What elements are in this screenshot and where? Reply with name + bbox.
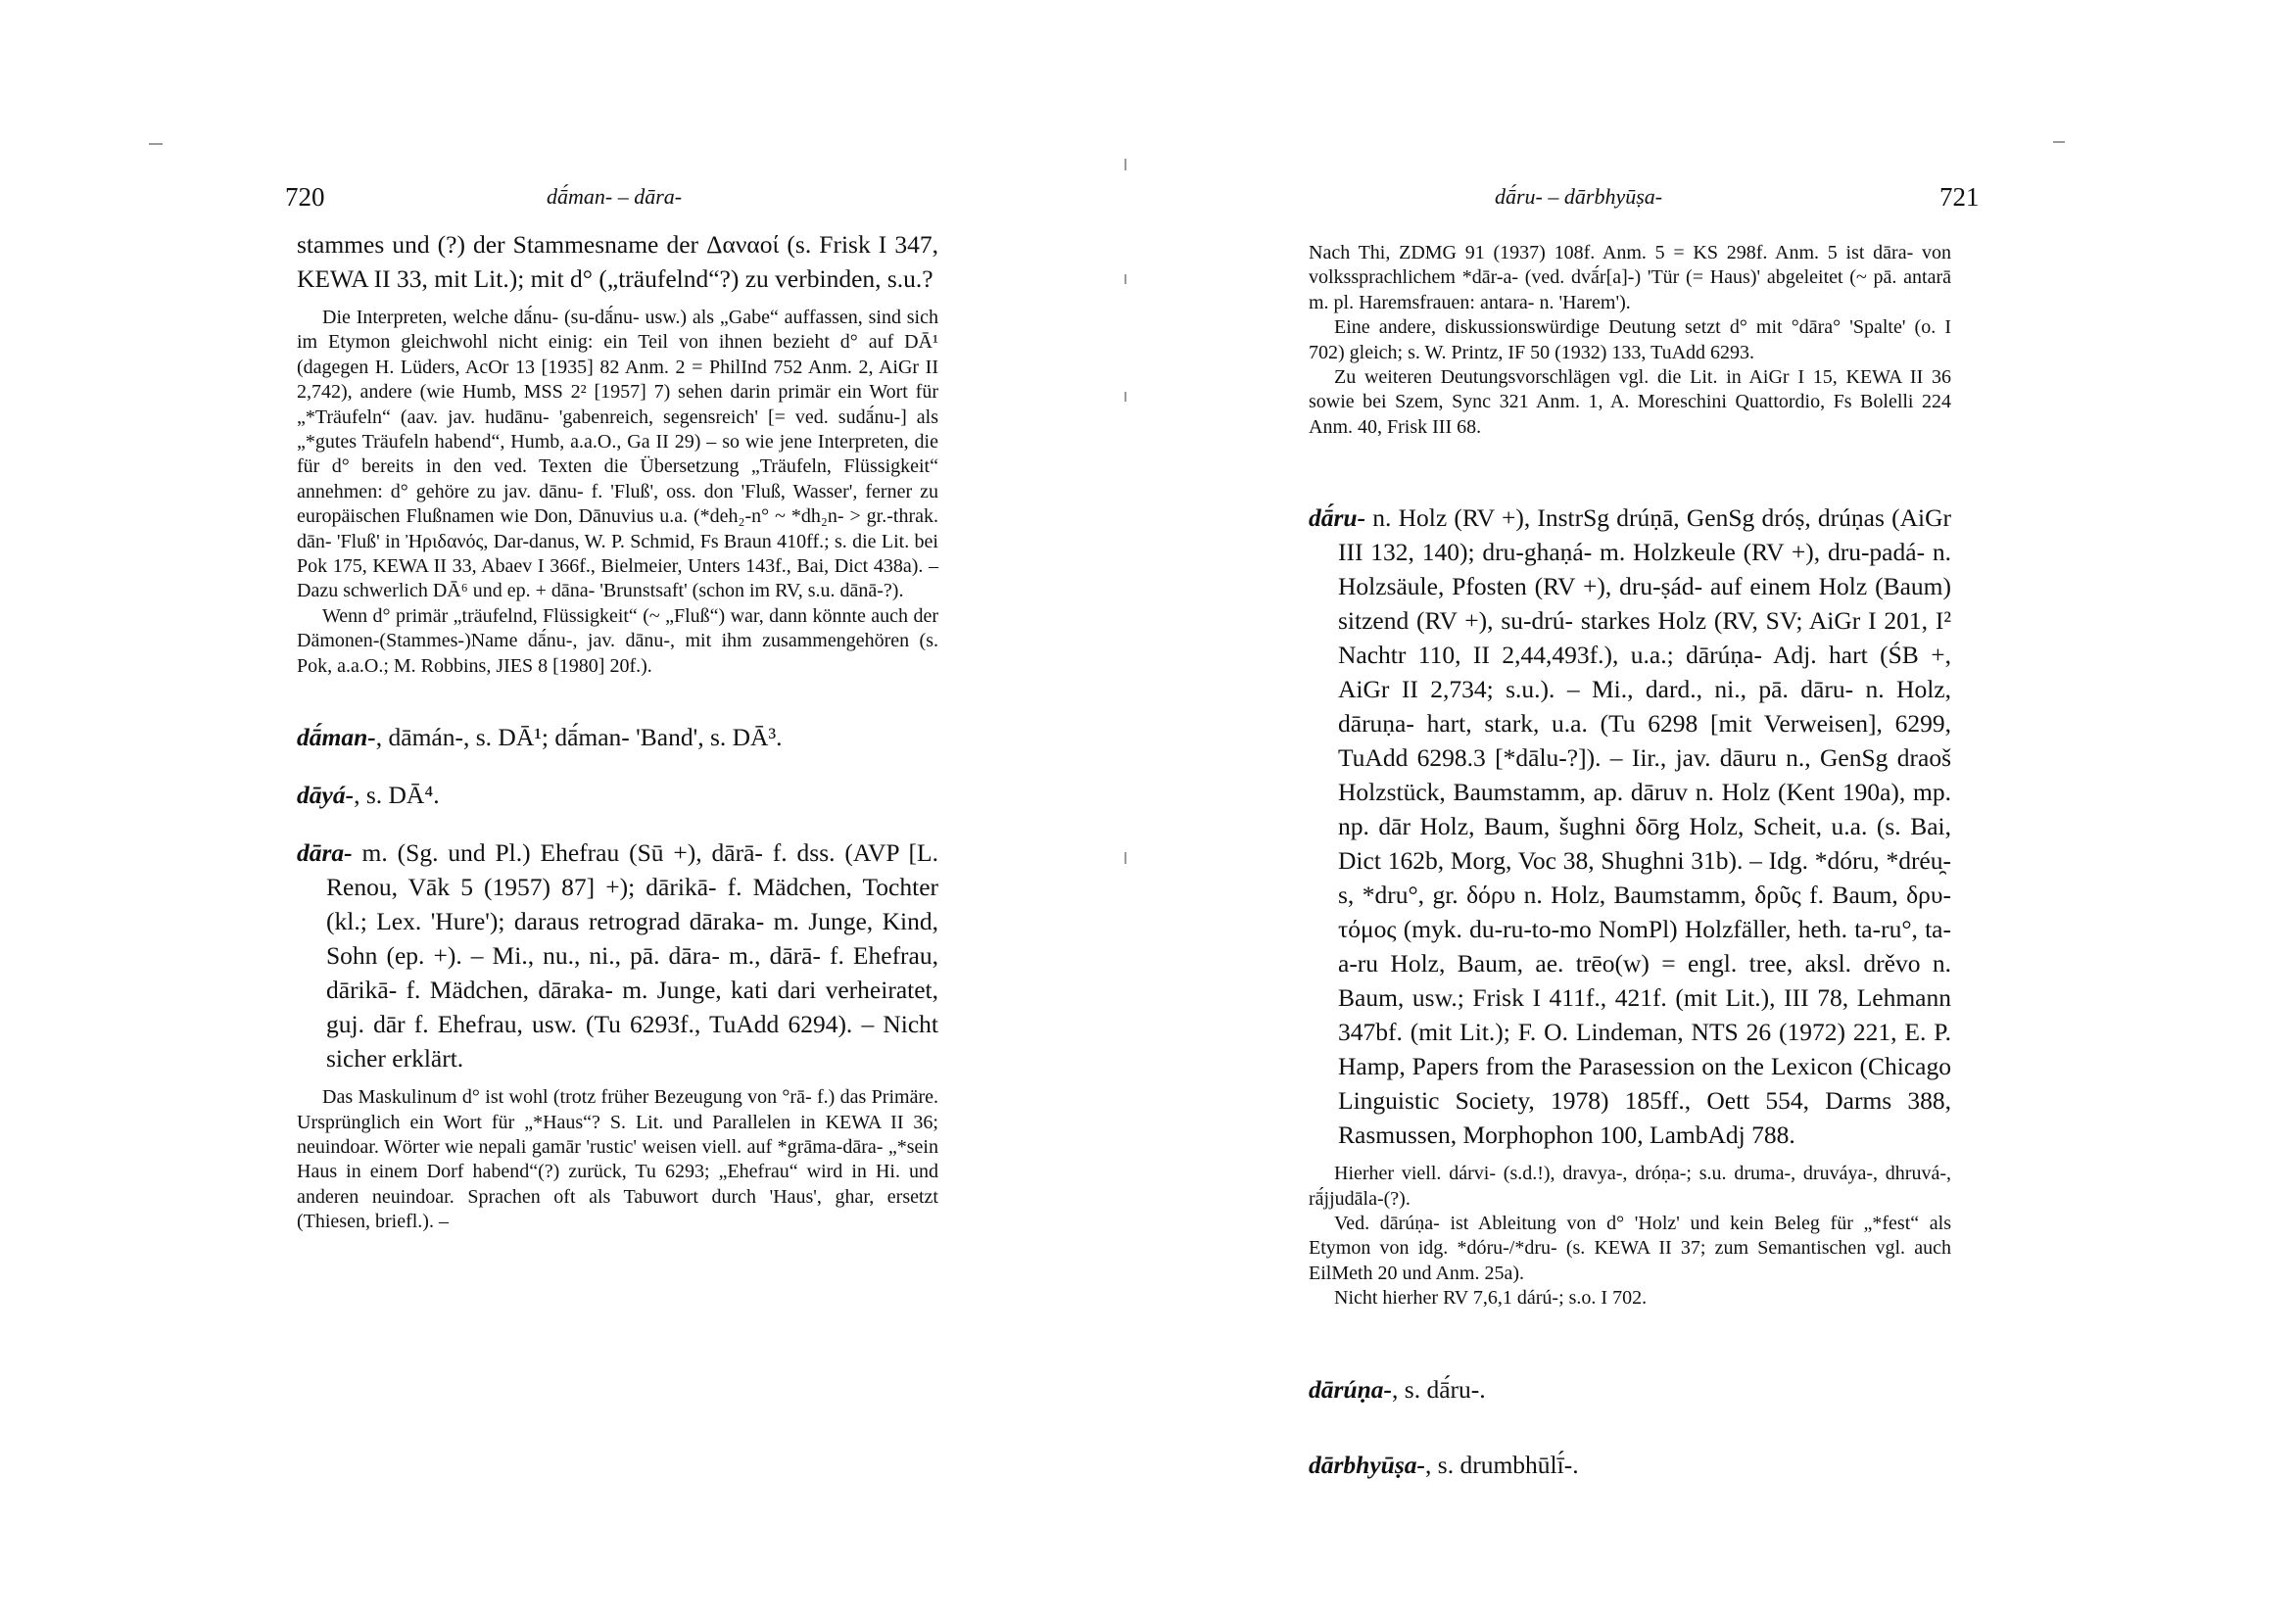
- text-column: [297, 227, 938, 1235]
- note-paragraph: Nicht hierher RV 7,6,1 dárú-; s.o. I 702.: [1334, 1287, 1648, 1310]
- entry-headword: dā́ru-: [1309, 503, 1366, 533]
- entry-headword: dārbhyūṣa-: [1309, 1450, 1426, 1479]
- note-paragraph: Die Interpreten, welche dā́nu- (su-dā́nu- usw.) als „Gabe“ auffassen, sind sich im Etymon gleichwohl nicht einig: ein Teil von ihnen bezieht d° auf DĀ¹ (dagegen H. Lüders, AcOr 13 [1935] 82 Anm. 2 = PhilInd 752 Anm. 2, AiGr II 2,742), andere (wie Humb, MSS 2² [1957] 7) sehen darin primär ein Wort für „*Träufeln“ (aav. jav. hudānu- 'gabenreich, segensreich' [= ved. sudā́nu-] als „*gutes Träufeln habend“, Humb, a.a.O., Ga II 29) – so wie jene Interpreten, die für d° bereits in den ved. Texten die Übersetzung „Träufeln, Flüssigkeit“ annehmen: d° gehöre zu jav. dānu- f. 'Fluß', oss. don 'Fluß, Wasser', ferner zu europäischen Flußnamen wie Don, Dānuvius u.a. (*deh₂-n° ~ *dh₂n- > gr.-thrak. dān- 'Fluß' in Ἠριδανός, Dar-danus, W. P. Schmid, Fs Braun 410ff.; s. die Lit. bei Pok 175, KEWA II 33, Abaev I 366f., Bielmeier, Unters 143f., Bai, Dict 438a). – Dazu schwerlich DĀ⁶ und ep. + dāna- 'Brunstsaft' (schon im RV, s.u. dānā-?).: [297, 307, 938, 602]
- continuation-paragraph: stammes und (?) der Stammesname der Δαναοί (s. Frisk I 347, KEWA II 33, mit Lit.); mit d° („träufelnd“?) zu verbinden, s.u.?: [297, 230, 938, 293]
- dictionary-entry: [297, 835, 938, 1075]
- entry-body: n. Holz (RV +), InstrSg drúṇā, GenSg dróṣ, drúṇas (AiGr III 132, 140); dru-ghaṇá- m. Holzkeule (RV +), dru-padá- n. Holzsäule, Pfosten (RV +), dru-ṣád- auf einem Holz (Baum) sitzend (RV +), su-drú- starkes Holz (RV, SV; AiGr I 201, I² Nachtr 110, II 2,44,493f.), u.a.; dārúṇa- Adj. hart (ŚB +, AiGr II 2,734; s.u.). – Mi., dard., ni., pā. dāru- n. Holz, dāruṇa- hart, stark, u.a. (Tu 6298 [mit Verweisen], 6299, TuAdd 6298.3 [*dālu-?]). – Iir., jav. dāuru n., GenSg draoš Holzstück, Baumstamm, ap. dāruv n. Holz (Kent 190a), mp. np. dār Holz, Baum, šughni δōrg Holz, Scheit, u.a. (s. Bai, Dict 162b, Morg, Voc 38, Shughni 31b). – Idg. *dóru, *dréu̯-s, *dru°, gr. δόρυ n. Holz, Baumstamm, δρῦς f. Baum, δρυ-τόμος (myk. du-ru-to-mo NomPl) Holzfäller, heth. ta-ru°, ta-a-ru Holz, Baum, ae. trēo(w) = engl. tree, aksl. drěvo n. Baum, usw.; Frisk I 411f., 421f. (mit Lit.), III 78, Lehmann 347bf. (mit Lit.); F. O. Lindeman, NTS 26 (1972) 221, E. P. Hamp, Papers from the Parasession on the Lexicon (Chicago Linguistic Society, 1978) 185ff., Oett 554, Darms 388, Rasmussen, Morphophon 100, LambAdj 788.: [1338, 503, 1951, 1150]
- note-paragraph: Wenn d° primär „träufelnd, Flüssigkeit“ (~ „Fluß“) war, dann könnte auch der Dämonen-(Stammes-)Name dā́nu-, jav. dānu-, mit ihm zusammengehören (s. Pok, a.a.O.; M. Robbins, JIES 8 [1980] 20f.).: [297, 604, 938, 677]
- dictionary-entry: [297, 720, 938, 754]
- note-paragraph: Hierher viell. dárvi- (s.d.!), dravya-, dróṇa-; s.u. druma-, druváya-, dhruvá-, rā́jjudāla-(?).: [1309, 1163, 1951, 1210]
- note-paragraph: Zu weiteren Deutungsvorschlägen vgl. die Lit. in AiGr I 15, KEWA II 36 sowie bei Szem, Sync 321 Anm. 1, A. Moreschini Quattordio, Fs Bolelli 224 Anm. 40, Frisk III 68.: [1309, 366, 1951, 438]
- right-page: [1148, 0, 2296, 1622]
- entry-body: m. (Sg. und Pl.) Ehefrau (Sū +), dārā- f. dss. (AVP [L. Renou, Vāk 5 (1957) 87] +); dārikā- f. Mädchen, Tochter (kl.; Lex. 'Hure'); daraus retrograd dāraka- m. Junge, Kind, Sohn (ep. +). – Mi., nu., ni., pā. dāra- m., dārā- f. Ehefrau, dārikā- f. Mädchen, dāraka- m. Junge, kati dari verheiratet, guj. dār f. Ehefrau, usw. (Tu 6293f., TuAdd 6294). – Nicht sicher erklärt.: [326, 838, 938, 1073]
- entry-headword: dāyá-: [297, 781, 355, 810]
- text-column: [1309, 241, 1951, 1482]
- dictionary-entry: [1309, 1448, 1951, 1482]
- entry-body: , dāmán-, s. DĀ¹; dā́man- 'Band', s. DĀ³.: [375, 723, 783, 752]
- running-head: dā́ru- – dārbhyūṣa-: [1495, 184, 1663, 209]
- entry-body: , s. dā́ru-.: [1392, 1374, 1486, 1404]
- dictionary-entry: [1309, 501, 1951, 1152]
- entry-body: , s. DĀ⁴.: [354, 781, 440, 810]
- entry-body: , s. drumbhūlī́-.: [1425, 1450, 1579, 1479]
- note-paragraph: Ved. dārúṇa- ist Ableitung von d° 'Holz' und kein Beleg für „*fest“ als Etymon von idg. *dóru-/*dru- (s. KEWA II 37; zum Semantischen vgl. auch EilMeth 20 und Anm. 25a).: [1309, 1213, 1951, 1284]
- entry-headword: dā́man-: [297, 723, 376, 752]
- note-paragraph: Das Maskulinum d° ist wohl (trotz früher Bezeugung von °rā- f.) das Primäre. Ursprünglich ein Wort für „*Haus“? S. Lit. und Parallelen in KEWA II 36; neuindoar. Wörter wie nepali gamār 'rustic' weisen viell. auf *grāma-dāra- „*sein Haus in einem Dorf habend“(?) zurück, Tu 6293; „Ehefrau“ wird in Hi. und anderen neuindoar. Sprachen oft als Tabuwort durch 'Haus', ghar, ersetzt (Thiesen, briefl.). –: [297, 1086, 938, 1233]
- note-paragraph: Nach Thi, ZDMG 91 (1937) 108f. Anm. 5 = KS 298f. Anm. 5 ist dāra- von volkssprachlichem *dār-a- (ved. dvā́r[a]-) 'Tür (= Haus)' abgeleitet (~ pā. antarā m. pl. Haremsfrauen: antara- n. 'Harem').: [1309, 242, 1951, 313]
- running-head: dā́man- – dāra-: [547, 184, 683, 209]
- dictionary-entry: [297, 778, 938, 812]
- page-number: 721: [1939, 182, 1980, 212]
- dictionary-entry: [1309, 1372, 1951, 1407]
- note-paragraph: Eine andere, diskussionswürdige Deutung setzt d° mit °dāra° 'Spalte' (o. I 702) gleich; s. W. Printz, IF 50 (1932) 133, TuAdd 6293.: [1309, 316, 1951, 363]
- entry-headword: dāra-: [297, 838, 353, 868]
- entry-headword: dārúṇa-: [1309, 1374, 1393, 1404]
- page-number: 720: [285, 182, 325, 212]
